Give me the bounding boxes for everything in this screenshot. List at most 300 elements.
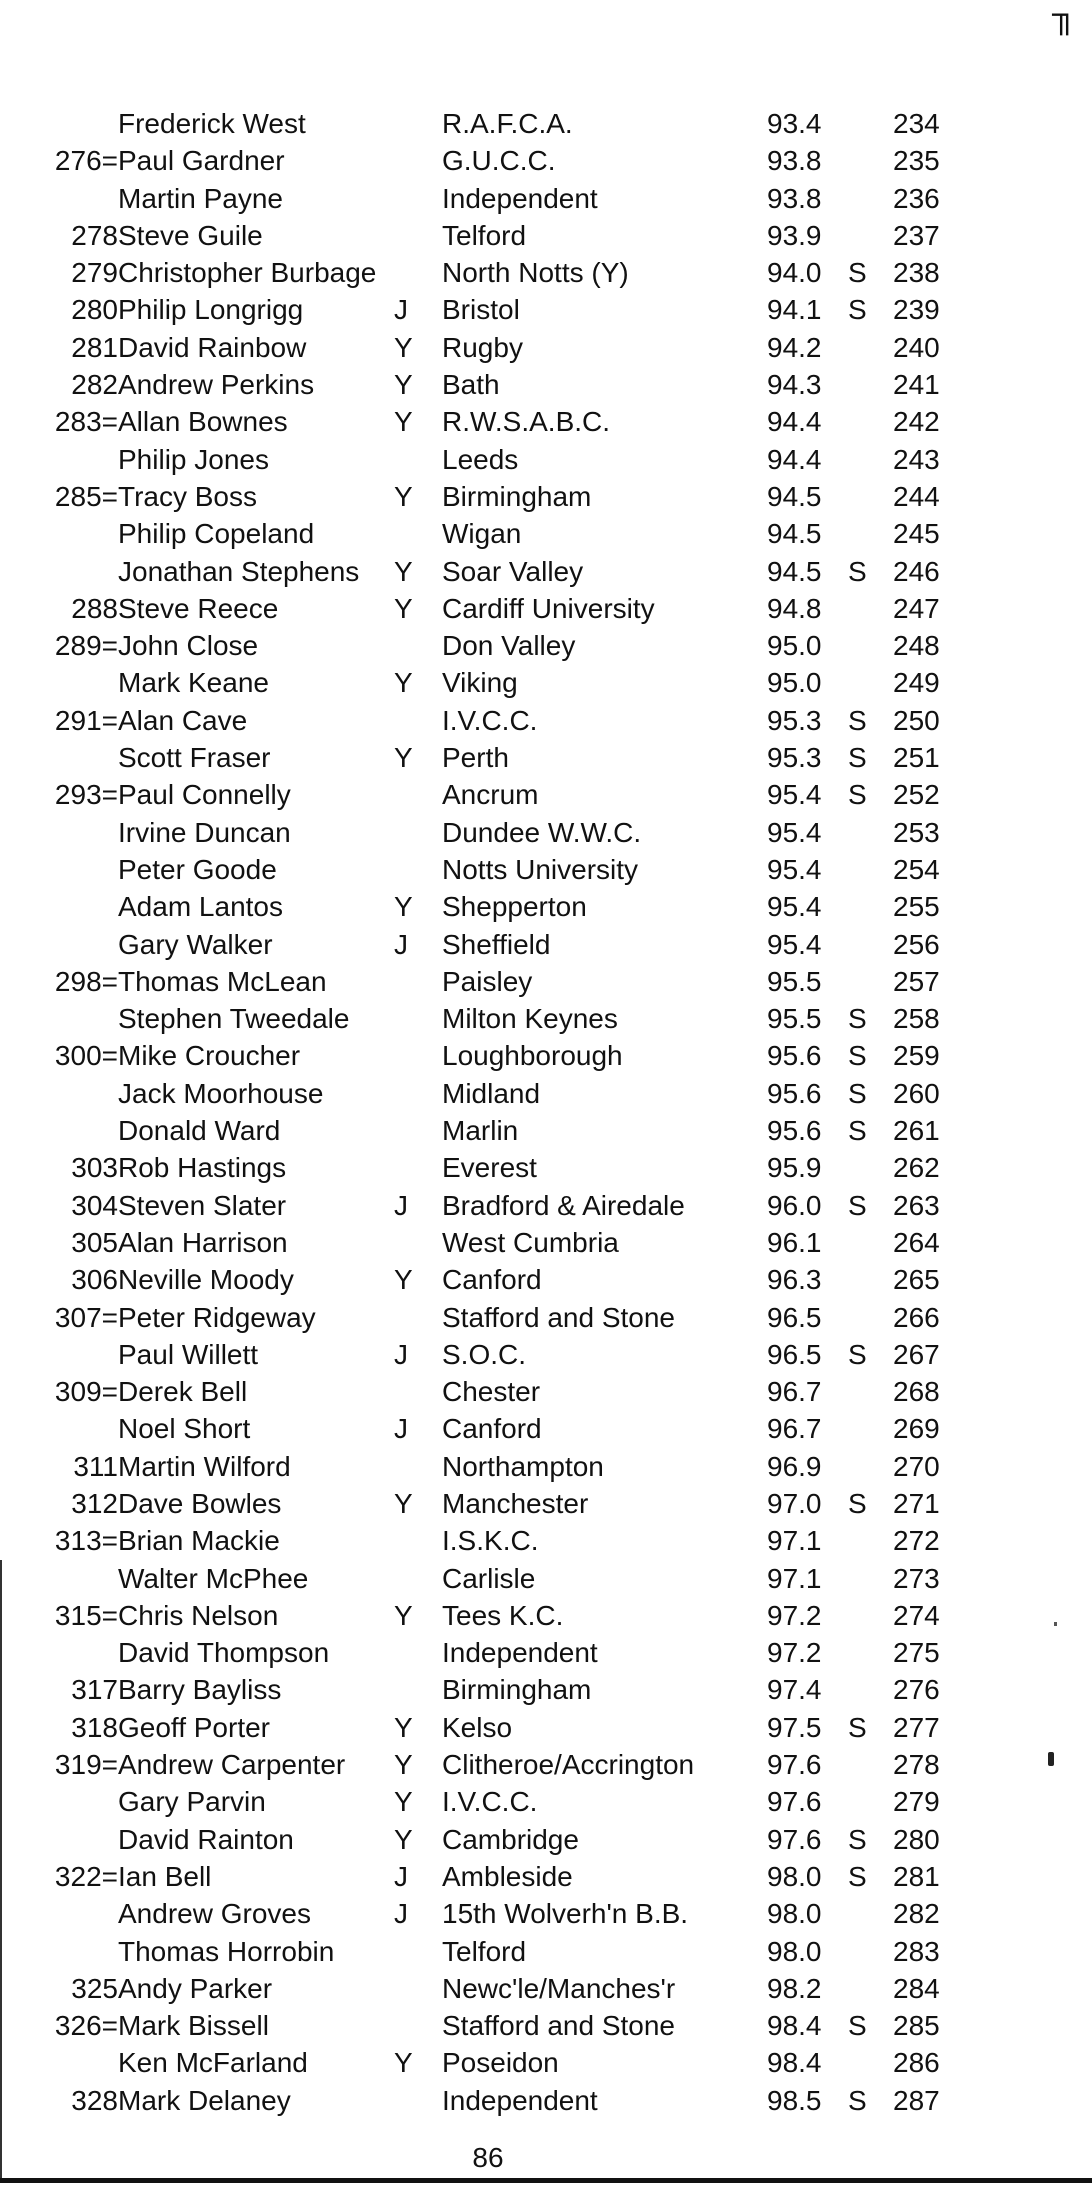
result-pos: 319= bbox=[54, 1749, 118, 1781]
result-cat: J bbox=[394, 1898, 408, 1930]
result-star: S bbox=[848, 1860, 867, 1892]
result-name: Gary Walker bbox=[118, 928, 273, 960]
result-num: 264 bbox=[893, 1226, 940, 1258]
result-row bbox=[0, 1709, 1092, 1746]
result-cat: Y bbox=[394, 1749, 413, 1781]
result-name: Thomas Horrobin bbox=[118, 1935, 335, 1967]
result-num: 271 bbox=[893, 1487, 940, 1519]
result-time: 98.0 bbox=[767, 1898, 822, 1930]
result-row bbox=[0, 1448, 1092, 1485]
result-pos: 298= bbox=[54, 965, 118, 997]
result-cat: Y bbox=[394, 1823, 413, 1855]
result-pos: 306 bbox=[71, 1264, 118, 1296]
result-club: Canford bbox=[442, 1264, 542, 1296]
result-cat: Y bbox=[394, 1599, 413, 1631]
result-name: Noel Short bbox=[118, 1413, 251, 1445]
result-row bbox=[0, 926, 1092, 963]
result-name: Steve Reece bbox=[118, 592, 279, 624]
result-cat: Y bbox=[394, 1711, 413, 1743]
result-row bbox=[0, 1112, 1092, 1149]
result-name: Andrew Perkins bbox=[118, 369, 315, 401]
result-time: 97.6 bbox=[767, 1749, 822, 1781]
result-pos: 293= bbox=[54, 779, 118, 811]
result-pos: 315= bbox=[54, 1599, 118, 1631]
result-pos: 291= bbox=[54, 704, 118, 736]
result-num: 280 bbox=[893, 1823, 940, 1855]
result-num: 252 bbox=[893, 779, 940, 811]
result-time: 98.2 bbox=[767, 1972, 822, 2004]
result-name: John Close bbox=[118, 630, 259, 662]
result-cat: J bbox=[394, 294, 408, 326]
result-time: 98.0 bbox=[767, 1860, 822, 1892]
result-time: 94.5 bbox=[767, 518, 822, 550]
result-name: Mike Croucher bbox=[118, 1040, 301, 1072]
result-row bbox=[0, 776, 1092, 813]
result-row bbox=[0, 1149, 1092, 1186]
result-name: Paul Connelly bbox=[118, 779, 291, 811]
result-name: Geoff Porter bbox=[118, 1711, 271, 1743]
result-club: Viking bbox=[442, 667, 518, 699]
result-club: Chester bbox=[442, 1376, 541, 1408]
result-pos: 276= bbox=[54, 145, 118, 177]
result-club: West Cumbria bbox=[442, 1226, 619, 1258]
result-num: 265 bbox=[893, 1264, 940, 1296]
result-club: Northampton bbox=[442, 1450, 604, 1482]
result-row bbox=[0, 329, 1092, 366]
result-club: Telford bbox=[442, 219, 527, 251]
result-cat: Y bbox=[394, 331, 413, 363]
result-time: 93.8 bbox=[767, 182, 822, 214]
result-name: Philip Jones bbox=[118, 443, 269, 475]
result-name: Chris Nelson bbox=[118, 1599, 279, 1631]
result-num: 276 bbox=[893, 1674, 940, 1706]
result-cat: Y bbox=[394, 891, 413, 923]
result-num: 284 bbox=[893, 1972, 940, 2004]
result-time: 96.5 bbox=[767, 1301, 822, 1333]
bottom-edge-line bbox=[0, 2178, 1092, 2183]
result-pos: 283= bbox=[54, 406, 118, 438]
result-club: Everest bbox=[442, 1152, 537, 1184]
result-num: 256 bbox=[893, 928, 940, 960]
result-time: 96.3 bbox=[767, 1264, 822, 1296]
result-time: 96.0 bbox=[767, 1189, 822, 1221]
result-num: 267 bbox=[893, 1338, 940, 1370]
result-name: Dave Bowles bbox=[118, 1487, 282, 1519]
result-name: Adam Lantos bbox=[118, 891, 283, 923]
result-row bbox=[0, 1933, 1092, 1970]
result-time: 97.6 bbox=[767, 1786, 822, 1818]
result-num: 283 bbox=[893, 1935, 940, 1967]
result-pos: 307= bbox=[54, 1301, 118, 1333]
result-time: 98.0 bbox=[767, 1935, 822, 1967]
result-num: 251 bbox=[893, 742, 940, 774]
result-time: 95.3 bbox=[767, 742, 822, 774]
result-club: Independent bbox=[442, 182, 598, 214]
result-pos: 313= bbox=[54, 1525, 118, 1557]
result-row bbox=[0, 963, 1092, 1000]
left-edge-line bbox=[0, 1560, 2, 2180]
result-name: Mark Delaney bbox=[118, 2084, 291, 2116]
result-club: Wigan bbox=[442, 518, 522, 550]
result-club: S.O.C. bbox=[442, 1338, 527, 1370]
result-club: Paisley bbox=[442, 965, 533, 997]
result-star: S bbox=[848, 779, 867, 811]
result-pos: 281 bbox=[71, 331, 118, 363]
result-time: 97.1 bbox=[767, 1562, 822, 1594]
result-time: 98.4 bbox=[767, 2010, 822, 2042]
result-time: 98.5 bbox=[767, 2084, 822, 2116]
result-name: Steven Slater bbox=[118, 1189, 287, 1221]
result-row bbox=[0, 1299, 1092, 1336]
result-name: Andy Parker bbox=[118, 1972, 273, 2004]
result-cat: Y bbox=[394, 555, 413, 587]
result-row bbox=[0, 1187, 1092, 1224]
result-club: Ambleside bbox=[442, 1860, 573, 1892]
result-cat: Y bbox=[394, 1487, 413, 1519]
result-num: 263 bbox=[893, 1189, 940, 1221]
result-row bbox=[0, 515, 1092, 552]
result-time: 95.9 bbox=[767, 1152, 822, 1184]
result-pos: 289= bbox=[54, 630, 118, 662]
result-name: Irvine Duncan bbox=[118, 816, 291, 848]
result-time: 95.0 bbox=[767, 630, 822, 662]
result-num: 270 bbox=[893, 1450, 940, 1482]
result-row bbox=[0, 739, 1092, 776]
result-name: Martin Payne bbox=[118, 182, 283, 214]
result-name: Brian Mackie bbox=[118, 1525, 280, 1557]
result-num: 282 bbox=[893, 1898, 940, 1930]
result-club: Independent bbox=[442, 2084, 598, 2116]
result-time: 96.7 bbox=[767, 1413, 822, 1445]
result-club: Manchester bbox=[442, 1487, 589, 1519]
result-name: Philip Longrigg bbox=[118, 294, 304, 326]
result-time: 94.4 bbox=[767, 443, 822, 475]
result-pos: 278 bbox=[71, 219, 118, 251]
result-name: Walter McPhee bbox=[118, 1562, 309, 1594]
result-num: 266 bbox=[893, 1301, 940, 1333]
result-pos: 312 bbox=[71, 1487, 118, 1519]
result-star: S bbox=[848, 1487, 867, 1519]
result-time: 94.5 bbox=[767, 555, 822, 587]
result-row bbox=[0, 1597, 1092, 1634]
result-row bbox=[0, 664, 1092, 701]
result-num: 234 bbox=[893, 108, 940, 139]
result-star: S bbox=[848, 1077, 867, 1109]
result-cat: J bbox=[394, 1338, 408, 1370]
result-name: Ken McFarland bbox=[118, 2047, 308, 2079]
result-num: 260 bbox=[893, 1077, 940, 1109]
result-club: Shepperton bbox=[442, 891, 587, 923]
result-club: Stafford and Stone bbox=[442, 1301, 675, 1333]
result-club: Tees K.C. bbox=[442, 1599, 564, 1631]
result-time: 97.4 bbox=[767, 1674, 822, 1706]
result-name: Steve Guile bbox=[118, 219, 263, 251]
result-num: 262 bbox=[893, 1152, 940, 1184]
result-row bbox=[0, 851, 1092, 888]
result-pos: 326= bbox=[54, 2010, 118, 2042]
result-name: Andrew Groves bbox=[118, 1898, 311, 1930]
result-name: Alan Cave bbox=[118, 704, 248, 736]
result-row bbox=[0, 814, 1092, 851]
result-row bbox=[0, 2082, 1092, 2119]
result-row bbox=[0, 1970, 1092, 2007]
result-pos: 282 bbox=[71, 369, 118, 401]
result-row bbox=[0, 1336, 1092, 1373]
result-star: S bbox=[848, 2010, 867, 2042]
result-club: Sheffield bbox=[442, 928, 551, 960]
result-club: Birmingham bbox=[442, 1674, 592, 1706]
result-star: S bbox=[848, 704, 867, 736]
result-cat: J bbox=[394, 1189, 408, 1221]
result-club: Don Valley bbox=[442, 630, 576, 662]
result-star: S bbox=[848, 2084, 867, 2116]
result-time: 94.0 bbox=[767, 257, 822, 289]
result-num: 272 bbox=[893, 1525, 940, 1557]
result-club: Marlin bbox=[442, 1115, 519, 1147]
result-club: Loughborough bbox=[442, 1040, 623, 1072]
result-row bbox=[0, 702, 1092, 739]
result-club: 15th Wolverh'n B.B. bbox=[442, 1898, 689, 1930]
result-row bbox=[0, 180, 1092, 217]
result-club: Newc'le/Manches'r bbox=[442, 1972, 676, 2004]
result-pos: 285= bbox=[54, 480, 118, 512]
result-name: Ian Bell bbox=[118, 1860, 212, 1892]
result-pos: 305 bbox=[71, 1226, 118, 1258]
result-time: 96.1 bbox=[767, 1226, 822, 1258]
result-num: 269 bbox=[893, 1413, 940, 1445]
result-row bbox=[0, 105, 1092, 142]
result-num: 246 bbox=[893, 555, 940, 587]
result-star: S bbox=[848, 1115, 867, 1147]
result-num: 257 bbox=[893, 965, 940, 997]
result-club: I.S.K.C. bbox=[442, 1525, 539, 1557]
result-num: 274 bbox=[893, 1599, 940, 1631]
result-time: 94.1 bbox=[767, 294, 822, 326]
result-club: Dundee W.W.C. bbox=[442, 816, 642, 848]
result-club: Bradford & Airedale bbox=[442, 1189, 685, 1221]
result-star: S bbox=[848, 1338, 867, 1370]
result-row bbox=[0, 1075, 1092, 1112]
result-star: S bbox=[848, 257, 867, 289]
result-name: Rob Hastings bbox=[118, 1152, 287, 1184]
result-pos: 325 bbox=[71, 1972, 118, 2004]
result-club: Bristol bbox=[442, 294, 520, 326]
result-club: R.A.F.C.A. bbox=[442, 108, 573, 139]
result-row bbox=[0, 1783, 1092, 1820]
result-row bbox=[0, 888, 1092, 925]
result-cat: Y bbox=[394, 667, 413, 699]
result-club: Cardiff University bbox=[442, 592, 655, 624]
result-time: 94.2 bbox=[767, 331, 822, 363]
result-club: Perth bbox=[442, 742, 509, 774]
result-pos: 309= bbox=[54, 1376, 118, 1408]
result-club: Carlisle bbox=[442, 1562, 536, 1594]
corner-ink-mark: ╖ bbox=[1052, 0, 1077, 33]
results-list bbox=[0, 105, 1092, 2119]
result-row bbox=[0, 291, 1092, 328]
result-row bbox=[0, 1895, 1092, 1932]
result-cat: Y bbox=[394, 1786, 413, 1818]
result-num: 255 bbox=[893, 891, 940, 923]
result-club: Bath bbox=[442, 369, 500, 401]
result-time: 95.0 bbox=[767, 667, 822, 699]
result-row bbox=[0, 441, 1092, 478]
result-row bbox=[0, 553, 1092, 590]
result-star: S bbox=[848, 555, 867, 587]
result-row bbox=[0, 403, 1092, 440]
result-time: 94.5 bbox=[767, 480, 822, 512]
result-row bbox=[0, 1522, 1092, 1559]
result-time: 95.4 bbox=[767, 853, 822, 885]
result-name: David Thompson bbox=[118, 1637, 330, 1669]
result-num: 253 bbox=[893, 816, 940, 848]
result-num: 236 bbox=[893, 182, 940, 214]
result-cat: Y bbox=[394, 2047, 413, 2079]
result-name: David Rainton bbox=[118, 1823, 294, 1855]
result-num: 258 bbox=[893, 1003, 940, 1035]
result-time: 93.8 bbox=[767, 145, 822, 177]
result-time: 93.9 bbox=[767, 219, 822, 251]
result-row bbox=[0, 1224, 1092, 1261]
result-name: Stephen Tweedale bbox=[118, 1003, 350, 1035]
result-name: Neville Moody bbox=[118, 1264, 294, 1296]
result-row bbox=[0, 1261, 1092, 1298]
result-num: 278 bbox=[893, 1749, 940, 1781]
result-time: 96.5 bbox=[767, 1338, 822, 1370]
result-time: 97.2 bbox=[767, 1599, 822, 1631]
result-time: 93.4 bbox=[767, 108, 822, 139]
result-name: Tracy Boss bbox=[118, 480, 257, 512]
result-row bbox=[0, 1634, 1092, 1671]
result-num: 238 bbox=[893, 257, 940, 289]
result-name: Peter Goode bbox=[118, 853, 277, 885]
result-row bbox=[0, 1037, 1092, 1074]
result-time: 97.1 bbox=[767, 1525, 822, 1557]
result-club: I.V.C.C. bbox=[442, 704, 538, 736]
result-time: 97.5 bbox=[767, 1711, 822, 1743]
result-club: Kelso bbox=[442, 1711, 513, 1743]
result-club: Notts University bbox=[442, 853, 639, 885]
result-num: 281 bbox=[893, 1860, 940, 1892]
result-club: I.V.C.C. bbox=[442, 1786, 538, 1818]
result-time: 95.6 bbox=[767, 1040, 822, 1072]
result-name: Christopher Burbage bbox=[118, 257, 377, 289]
result-pos: 311 bbox=[73, 1450, 118, 1482]
result-time: 97.2 bbox=[767, 1637, 822, 1669]
result-num: 237 bbox=[893, 219, 940, 251]
result-pos: 279 bbox=[71, 257, 118, 289]
result-star: S bbox=[848, 1189, 867, 1221]
result-num: 249 bbox=[893, 667, 940, 699]
result-row bbox=[0, 590, 1092, 627]
result-num: 259 bbox=[893, 1040, 940, 1072]
result-name: Barry Bayliss bbox=[118, 1674, 282, 1706]
result-name: Mark Keane bbox=[118, 667, 269, 699]
result-row bbox=[0, 1000, 1092, 1037]
result-star: S bbox=[848, 1823, 867, 1855]
result-row bbox=[0, 366, 1092, 403]
result-num: 244 bbox=[893, 480, 940, 512]
result-row bbox=[0, 254, 1092, 291]
result-cat: Y bbox=[394, 480, 413, 512]
result-num: 275 bbox=[893, 1637, 940, 1669]
result-star: S bbox=[848, 1003, 867, 1035]
result-name: Gary Parvin bbox=[118, 1786, 266, 1818]
result-name: Donald Ward bbox=[118, 1115, 281, 1147]
result-row bbox=[0, 2044, 1092, 2081]
result-row bbox=[0, 1746, 1092, 1783]
result-time: 95.4 bbox=[767, 891, 822, 923]
result-name: Alan Harrison bbox=[118, 1226, 288, 1258]
result-club: Ancrum bbox=[442, 779, 539, 811]
result-row bbox=[0, 1373, 1092, 1410]
result-row bbox=[0, 1485, 1092, 1522]
result-row bbox=[0, 1671, 1092, 1708]
result-num: 248 bbox=[893, 630, 940, 662]
result-time: 94.4 bbox=[767, 406, 822, 438]
result-cat: J bbox=[394, 1860, 408, 1892]
result-cat: Y bbox=[394, 592, 413, 624]
result-row bbox=[0, 1821, 1092, 1858]
result-pos: 300= bbox=[54, 1040, 118, 1072]
result-club: Rugby bbox=[442, 331, 523, 363]
result-pos: 318 bbox=[71, 1711, 118, 1743]
result-name: Allan Bownes bbox=[118, 406, 288, 438]
result-pos: 328 bbox=[71, 2084, 118, 2116]
result-time: 95.4 bbox=[767, 779, 822, 811]
result-num: 286 bbox=[893, 2047, 940, 2079]
result-club: Canford bbox=[442, 1413, 542, 1445]
result-name: Jonathan Stephens bbox=[118, 555, 360, 587]
result-pos: 322= bbox=[54, 1860, 118, 1892]
result-num: 277 bbox=[893, 1711, 940, 1743]
result-club: Poseidon bbox=[442, 2047, 559, 2079]
result-pos: 317 bbox=[71, 1674, 118, 1706]
result-name: Paul Gardner bbox=[118, 145, 285, 177]
result-club: G.U.C.C. bbox=[442, 145, 556, 177]
result-name: Martin Wilford bbox=[118, 1450, 291, 1482]
result-time: 97.0 bbox=[767, 1487, 822, 1519]
result-name: Mark Bissell bbox=[118, 2010, 269, 2042]
result-num: 245 bbox=[893, 518, 940, 550]
result-row bbox=[0, 142, 1092, 179]
result-name: David Rainbow bbox=[118, 331, 307, 363]
result-name: Paul Willett bbox=[118, 1338, 259, 1370]
result-row bbox=[0, 1410, 1092, 1447]
result-num: 254 bbox=[893, 853, 940, 885]
result-star: S bbox=[848, 294, 867, 326]
result-time: 98.4 bbox=[767, 2047, 822, 2079]
result-name: Derek Bell bbox=[118, 1376, 248, 1408]
page-number: 86 bbox=[472, 2142, 504, 2173]
result-time: 95.5 bbox=[767, 965, 822, 997]
result-num: 239 bbox=[893, 294, 940, 326]
result-club: Milton Keynes bbox=[442, 1003, 618, 1035]
result-row bbox=[0, 1858, 1092, 1895]
result-row bbox=[0, 478, 1092, 515]
result-club: Midland bbox=[442, 1077, 541, 1109]
result-club: R.W.S.A.B.C. bbox=[442, 406, 611, 438]
result-club: Cambridge bbox=[442, 1823, 579, 1855]
result-time: 96.9 bbox=[767, 1450, 822, 1482]
result-time: 95.4 bbox=[767, 816, 822, 848]
result-name: Jack Moorhouse bbox=[118, 1077, 324, 1109]
result-num: 279 bbox=[893, 1786, 940, 1818]
result-time: 95.6 bbox=[767, 1077, 822, 1109]
result-name: Scott Fraser bbox=[118, 742, 271, 774]
result-name: Philip Copeland bbox=[118, 518, 315, 550]
result-time: 95.5 bbox=[767, 1003, 822, 1035]
